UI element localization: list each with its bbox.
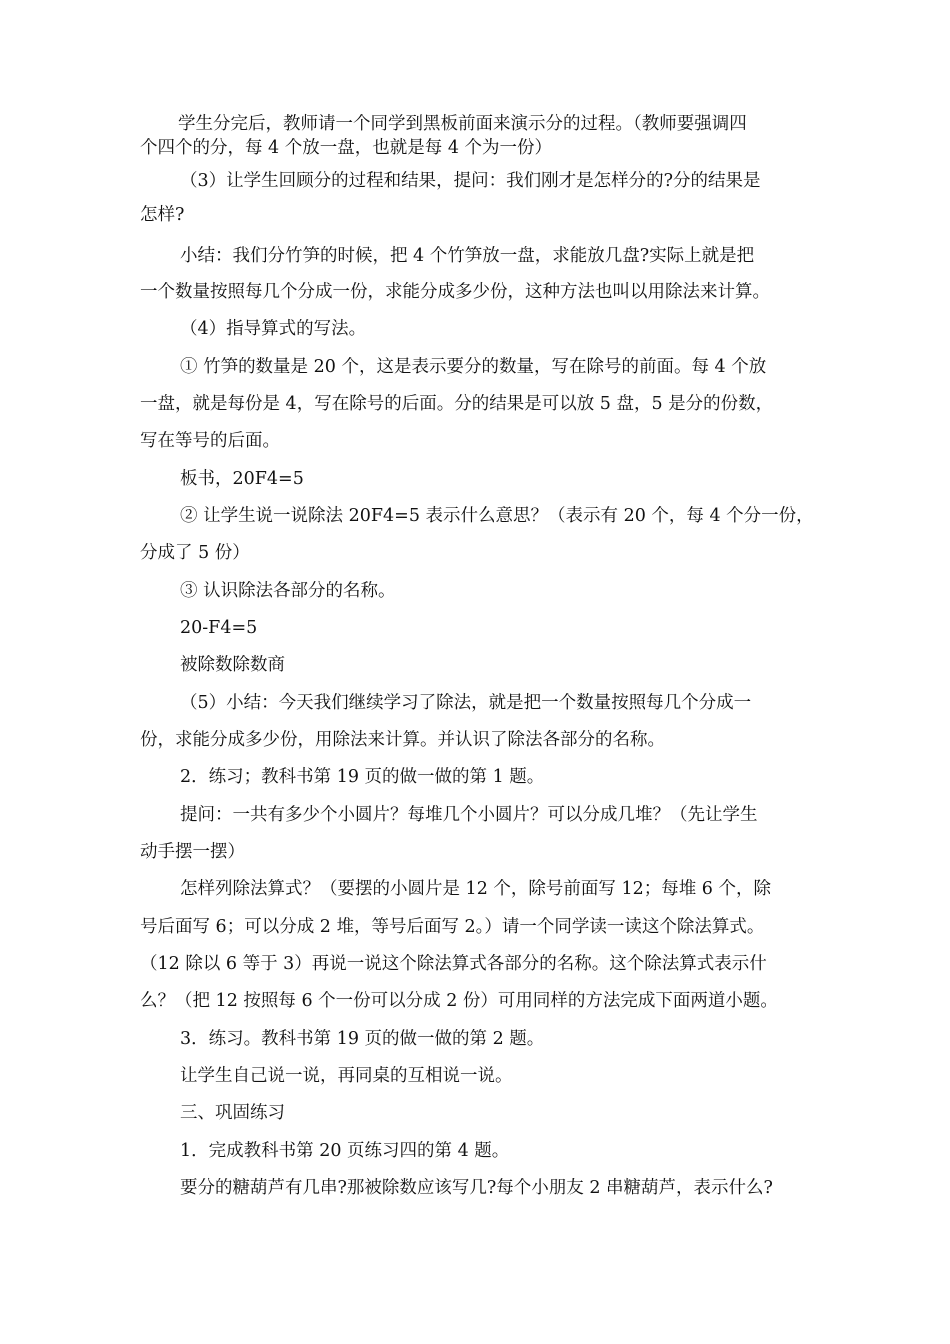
para-line-12: ② 让学生说一说除法 20F4=5 表示什么意思？（表示有 20 个，每 4 个分一份， [180, 506, 814, 526]
para-line-29: 1．完成教科书第 20 页练习四的第 4 题。 [180, 1141, 510, 1161]
para-line-24: （12 除以 6 等于 3）再说一说这个除法算式各部分的名称。这个除法算式表示什 [140, 954, 767, 974]
para-line-11: 板书，20F4=5 [180, 469, 304, 489]
para-line-21: 动手摆一摆） [140, 842, 245, 862]
para-line-15: 20-F4=5 [180, 618, 258, 638]
para-line-26: 3．练习。教科书第 19 页的做一做的第 2 题。 [180, 1029, 545, 1049]
para-line-17: （5）小结：今天我们继续学习了除法，就是把一个数量按照每几个分成一 [180, 693, 752, 713]
para-line-23: 号后面写 6；可以分成 2 堆，等号后面写 2。）请一个同学读一读这个除法算式。 [140, 917, 765, 937]
para-line-10: 写在等号的后面。 [140, 431, 280, 451]
para-line-22: 怎样列除法算式？（要摆的小圆片是 12 个，除号前面写 12；每堆 6 个，除 [180, 879, 771, 899]
para-line-30: 要分的糖葫芦有几串?那被除数应该写几?每个小朋友 2 串糖葫芦，表示什么? [180, 1178, 773, 1198]
para-line-4: 怎样? [140, 205, 185, 225]
para-line-27: 让学生自己说一说，再同桌的互相说一说。 [180, 1066, 513, 1086]
para-line-7: （4）指导算式的写法。 [180, 319, 367, 339]
para-line-8: ① 竹笋的数量是 20 个，这是表示要分的数量，写在除号的前面。每 4 个放 [180, 357, 767, 377]
para-line-19: 2．练习；教科书第 19 页的做一做的第 1 题。 [180, 767, 545, 787]
para-line-16: 被除数除数商 [180, 655, 285, 675]
para-line-13: 分成了 5 份） [140, 543, 250, 563]
para-line-2: 个四个的分，每 4 个放一盘，也就是每 4 个为一份） [140, 138, 553, 158]
para-line-18: 份，求能分成多少份，用除法来计算。并认识了除法各部分的名称。 [140, 730, 665, 750]
para-line-6: 一个数量按照每几个分成一份，求能分成多少份，这种方法也叫以用除法来计算。 [140, 282, 770, 302]
para-line-14: ③ 认识除法各部分的名称。 [180, 581, 396, 601]
para-line-20: 提问：一共有多少个小圆片？每堆几个小圆片？可以分成几堆？（先让学生 [180, 805, 758, 825]
para-line-3: （3）让学生回顾分的过程和结果，提问：我们刚才是怎样分的?分的结果是 [180, 171, 761, 191]
para-line-9: 一盘，就是每份是 4，写在除号的后面。分的结果是可以放 5 盘，5 是分的份数， [140, 394, 774, 414]
para-line-5: 小结：我们分竹笋的时候，把 4 个竹笋放一盘，求能放几盘?实际上就是把 [180, 246, 755, 266]
para-line-28: 三、巩固练习 [180, 1103, 285, 1123]
para-line-25: 么？（把 12 按照每 6 个一份可以分成 2 份）可用同样的方法完成下面两道小题。 [140, 991, 778, 1011]
para-line-1: 学生分完后，教师请一个同学到黑板前面来演示分的过程。（教师要强调四 [178, 114, 747, 134]
